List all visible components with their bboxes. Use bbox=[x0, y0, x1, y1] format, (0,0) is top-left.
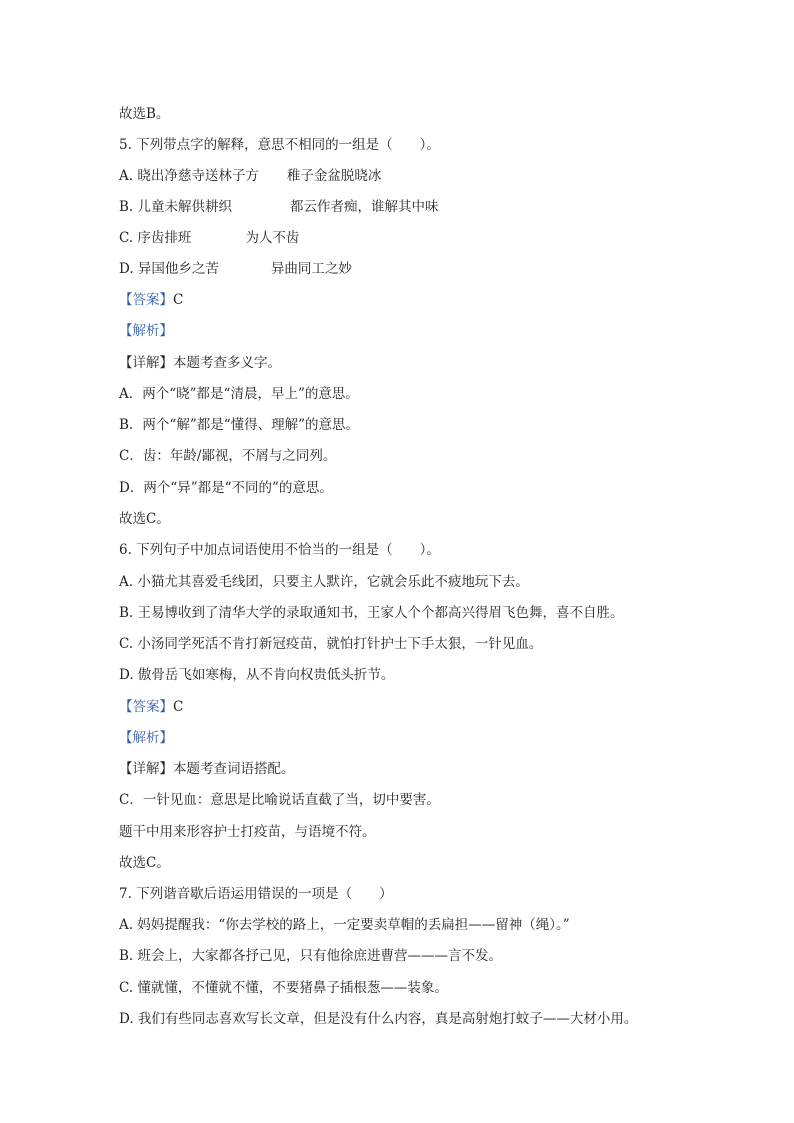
conclusion-text: 故选C。 bbox=[119, 511, 170, 527]
conclusion-text: 故选B。 bbox=[119, 106, 170, 122]
question-5-option-c bbox=[119, 229, 299, 247]
explanation-line bbox=[119, 823, 376, 841]
answer-line bbox=[119, 291, 183, 309]
option-text: B. 班会上，大家都各抒己见，只有他徐庶进曹营———言不发。 bbox=[119, 948, 503, 964]
answer-label: 【答案】 bbox=[119, 699, 173, 715]
explanation-line bbox=[119, 447, 336, 465]
explanation-text: 题干中用来形容护士打疫苗，与语境不符。 bbox=[119, 824, 376, 840]
explanation-line bbox=[119, 385, 359, 403]
detail-label: 【详解】 bbox=[119, 355, 173, 371]
question-text: 6. 下列句子中加点词语使用不恰当的一组是（ ）。 bbox=[119, 542, 440, 558]
option-right: 异曲同工之妙 bbox=[270, 261, 352, 277]
option-right: 稚子金盆脱晓冰 bbox=[286, 168, 382, 184]
question-6-option-d bbox=[119, 666, 394, 684]
option-left: B. 儿童未解供耕织 bbox=[119, 199, 233, 215]
option-text: B. 王易博收到了清华大学的录取通知书，王家人个个都高兴得眉飞色舞，喜不自胜。 bbox=[119, 605, 624, 621]
question-6-option-b bbox=[119, 604, 624, 622]
question-7-option-c bbox=[119, 979, 448, 997]
option-left: D. 异国他乡之苦 bbox=[119, 261, 219, 277]
explanation-text: A．两个“晓”都是“清晨，早上”的意思。 bbox=[119, 386, 359, 402]
question-7-option-a bbox=[119, 916, 570, 934]
question-5-option-d bbox=[119, 260, 352, 278]
answer-value: C bbox=[173, 699, 184, 715]
explanation-line bbox=[119, 416, 359, 434]
question-6-stem bbox=[119, 541, 440, 559]
analysis-heading bbox=[119, 729, 173, 747]
question-6-option-a bbox=[119, 573, 529, 591]
option-text: C. 懂就懂，不懂就不懂，不要猪鼻子插根葱——装象。 bbox=[119, 980, 448, 996]
conclusion-line bbox=[119, 105, 169, 123]
detail-label: 【详解】 bbox=[119, 761, 173, 777]
explanation-line bbox=[119, 479, 333, 497]
question-5-stem bbox=[119, 136, 440, 154]
conclusion-line bbox=[119, 854, 170, 872]
conclusion-line bbox=[119, 510, 170, 528]
question-5-option-b bbox=[119, 198, 439, 216]
explanation-text: B．两个“解”都是“懂得、理解”的意思。 bbox=[119, 417, 360, 433]
option-left: A. 晓出净慈寺送林子方 bbox=[119, 168, 259, 184]
answer-value: C bbox=[173, 292, 184, 308]
answer-label: 【答案】 bbox=[119, 292, 173, 308]
question-text: 5. 下列带点字的解释，意思不相同的一组是（ ）。 bbox=[119, 137, 440, 153]
explanation-line bbox=[119, 791, 440, 809]
question-7-option-d bbox=[119, 1010, 637, 1028]
option-left: C. 序齿排班 bbox=[119, 230, 192, 246]
analysis-heading bbox=[119, 322, 173, 340]
question-5-option-a bbox=[119, 167, 381, 185]
option-text: D. 傲骨岳飞如寒梅，从不肯向权贵低头折节。 bbox=[119, 667, 395, 683]
option-text: D. 我们有些同志喜欢写长文章，但是没有什么内容，真是高射炮打蚊子——大材小用。 bbox=[119, 1011, 638, 1027]
answer-line bbox=[119, 698, 183, 716]
detail-line bbox=[119, 354, 281, 372]
explanation-text: D．两个“异”都是“不同的”的意思。 bbox=[119, 480, 333, 496]
option-text: A. 小猫尤其喜爱毛线团，只要主人默许，它就会乐此不疲地玩下去。 bbox=[119, 574, 529, 590]
detail-text: 本题考查多义字。 bbox=[173, 355, 281, 371]
question-7-stem bbox=[119, 885, 393, 903]
detail-text: 本题考查词语搭配。 bbox=[173, 761, 295, 777]
option-text: C. 小汤同学死活不肯打新冠疫苗，就怕打针护士下手太狠，一针见血。 bbox=[119, 636, 543, 652]
detail-line bbox=[119, 760, 295, 778]
option-right: 都云作者痴，谁解其中味 bbox=[290, 199, 439, 215]
explanation-text: C．齿：年龄/鄙视，不屑与之同列。 bbox=[119, 448, 337, 464]
question-6-option-c bbox=[119, 635, 542, 653]
option-text: A. 妈妈提醒我：“你去学校的路上，一定要卖草帽的丢扁担——留神（绳）。” bbox=[119, 917, 570, 933]
analysis-label: 【解析】 bbox=[119, 323, 173, 339]
explanation-text: C．一针见血：意思是比喻说话直截了当，切中要害。 bbox=[119, 792, 440, 808]
option-right: 为人不齿 bbox=[245, 230, 300, 246]
question-text: 7. 下列谐音歇后语运用错误的一项是（ ） bbox=[119, 886, 393, 902]
question-7-option-b bbox=[119, 947, 502, 965]
conclusion-text: 故选C。 bbox=[119, 855, 170, 871]
analysis-label: 【解析】 bbox=[119, 730, 173, 746]
